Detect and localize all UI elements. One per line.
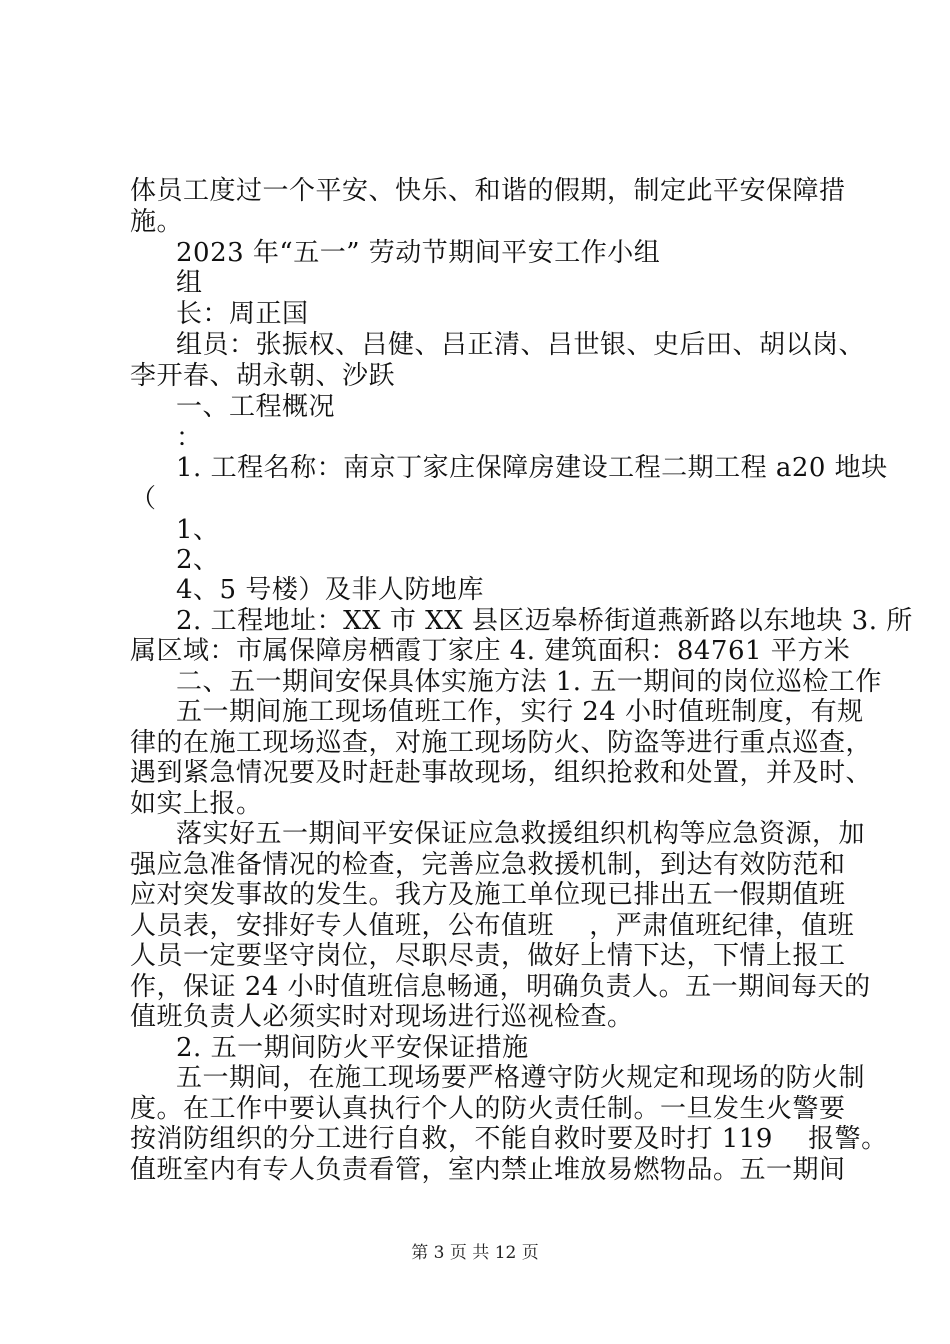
text-line: ：	[176, 423, 203, 453]
text-line: 遇到紧急情况要及时赶赴事故现场，组织抢救和处置，并及时、	[130, 758, 873, 788]
text-line: 体员工度过一个平安、快乐、和谐的假期，制定此平安保障措	[130, 176, 846, 206]
text-line: 落实好五一期间平安保证应急救援组织机构等应急资源，加	[176, 819, 866, 849]
text-line: 人员一定要坚守岗位，尽职尽责，做好上情下达，下情上报工	[130, 941, 846, 971]
text-line: 属区域：市属保障房栖霞丁家庄 4. 建筑面积：84761 平方米	[130, 636, 851, 666]
text-line: 组员：张振权、吕健、吕正清、吕世银、史后田、胡以岗、	[176, 330, 866, 360]
text-line: 组	[176, 268, 203, 298]
text-line: 值班负责人必须实时对现场进行巡视检查。	[130, 1002, 634, 1032]
text-line: 如实上报。	[130, 789, 263, 819]
text-line: 1、	[176, 515, 220, 545]
text-line: 律的在施工现场巡查，对施工现场防火、防盗等进行重点巡查，	[130, 728, 873, 758]
section-heading: 一、工程概况	[176, 392, 336, 422]
text-line: 按消防组织的分工进行自救，不能自救时要及时打 119 报警。	[130, 1124, 888, 1154]
text-line: 李开春、胡永朝、沙跃	[130, 361, 396, 391]
text-line: 1. 工程名称：南京丁家庄保障房建设工程二期工程 a20 地块	[176, 453, 888, 483]
text-line: 2、	[176, 545, 220, 575]
section-heading: 2. 五一期间防火平安保证措施	[176, 1033, 529, 1063]
section-heading: 2023 年“五一” 劳动节期间平安工作小组	[176, 238, 661, 268]
text-line: 应对突发事故的发生。我方及施工单位现已排出五一假期值班	[130, 880, 846, 910]
text-line: 作，保证 24 小时值班信息畅通，明确负责人。五一期间每天的	[130, 972, 871, 1002]
text-line: 五一期间施工现场值班工作，实行 24 小时值班制度，有规	[176, 697, 864, 727]
text-line: 施。	[130, 207, 184, 237]
text-line: 五一期间，在施工现场要严格遵守防火规定和现场的防火制	[176, 1063, 866, 1093]
text-line: 长：周正国	[176, 299, 309, 329]
text-line: （	[130, 484, 157, 514]
page-number: 第 3 页 共 12 页	[411, 1243, 539, 1263]
text-line: 4、5 号楼）及非人防地库	[176, 575, 484, 605]
section-heading: 二、五一期间安保具体实施方法 1. 五一期间的岗位巡检工作	[176, 667, 882, 697]
text-line: 2. 工程地址：XX 市 XX 县区迈皋桥街道燕新路以东地块 3. 所	[176, 606, 913, 636]
text-line: 度。在工作中要认真执行个人的防火责任制。一旦发生火警要	[130, 1094, 846, 1124]
text-line: 强应急准备情况的检查，完善应急救援机制，到达有效防范和	[130, 850, 846, 880]
text-line: 人员表，安排好专人值班，公布值班 ，严肃值班纪律，值班	[130, 911, 855, 941]
text-line: 值班室内有专人负责看管，室内禁止堆放易燃物品。五一期间	[130, 1155, 846, 1185]
